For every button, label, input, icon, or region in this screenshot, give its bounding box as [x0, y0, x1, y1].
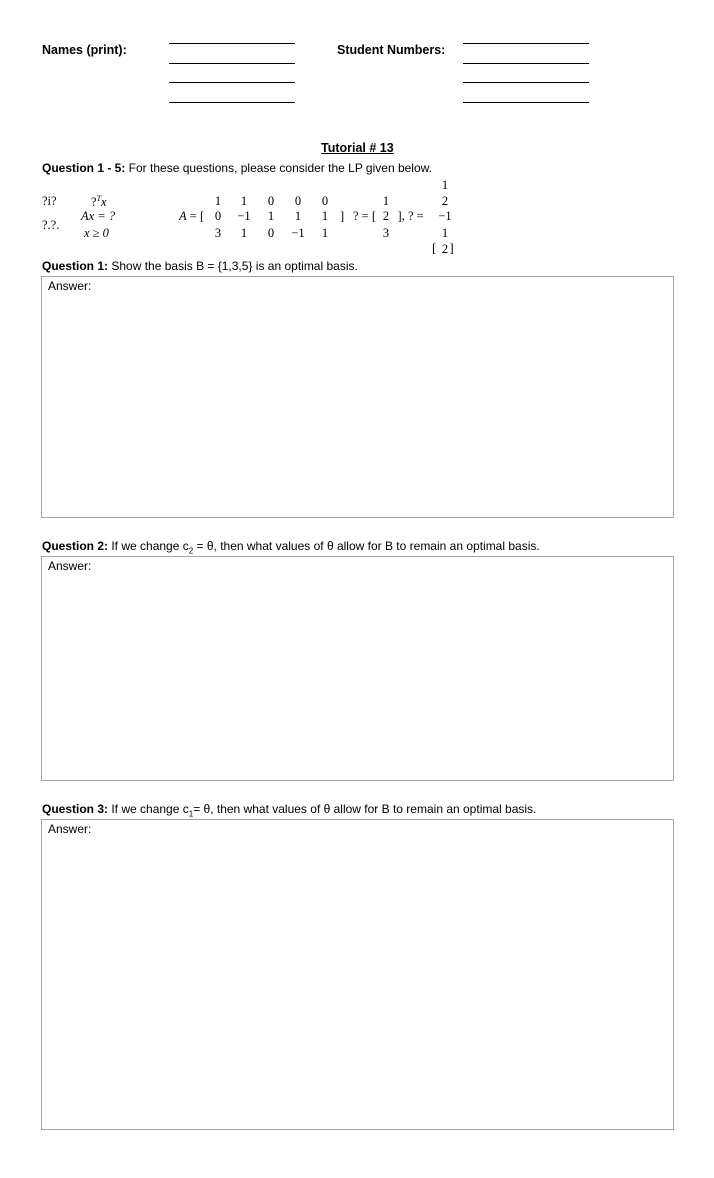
answer-label-2: Answer: [48, 559, 92, 573]
matrix-a-cell: −1 [237, 209, 251, 223]
question-2: Question 2: If we change $c_2 = \theta$, then what values of θ allow for B to remain an optimal basis. [42, 539, 540, 556]
vector-b-cell: 2 [382, 209, 390, 223]
name-line-1[interactable] [169, 43, 295, 44]
lp-constraint: Ax = ? [81, 209, 116, 223]
student-number-line-2[interactable] [463, 63, 589, 64]
matrix-a-cell: −1 [291, 226, 305, 240]
answer-label-1: Answer: [48, 279, 92, 293]
matrix-a-cell: 0 [267, 226, 275, 240]
lp-objective-prefix: ?i? [42, 194, 57, 208]
vector-b-label: ? = [ [353, 209, 377, 223]
matrix-a-label: A = [ [179, 209, 205, 223]
student-number-line-4[interactable] [463, 102, 589, 103]
name-line-4[interactable] [169, 102, 295, 103]
student-numbers-label: Student Numbers: [337, 43, 446, 57]
intro-body: For these questions, please consider the LP given below. [125, 161, 432, 175]
matrix-a-cell: 3 [214, 226, 222, 240]
matrix-a-cell: 1 [240, 194, 248, 208]
question-3-label: Question 3: [42, 802, 109, 816]
matrix-a-cell: 0 [214, 209, 222, 223]
question-1 [42, 259, 358, 273]
vector-c-bracket: [ ] [432, 240, 454, 255]
lp-nonneg: x ≥ 0 [84, 226, 109, 240]
matrix-a-cell: 1 [240, 226, 248, 240]
matrix-a-cell: 1 [321, 209, 329, 223]
vector-c-label: ? = [408, 209, 424, 223]
matrix-a-cell: 1 [214, 194, 222, 208]
vector-b-cell: 3 [382, 226, 390, 240]
question-3: Question 3: If we change $c_1= \theta$, then what values of θ allow for B to remain an optimal basis. [42, 802, 537, 819]
answer-box-3[interactable] [41, 819, 674, 1130]
intro-text [42, 161, 432, 175]
question-1-text: Show the basis B = {1,3,5} is an optimal basis. [108, 259, 358, 273]
vector-c-cell: −1 [438, 209, 452, 223]
answer-box-1[interactable] [41, 276, 674, 518]
lp-objective: ?$^T$x [91, 194, 107, 210]
name-line-2[interactable] [169, 63, 295, 64]
vector-c-cell: 1 [441, 178, 449, 192]
lp-st-label: ?.?. [42, 218, 60, 232]
matrix-a-cell: 1 [321, 226, 329, 240]
student-number-line-1[interactable] [463, 43, 589, 44]
matrix-a-cell: 0 [294, 194, 302, 208]
name-line-3[interactable] [169, 82, 295, 83]
vector-c-cell: 1 [441, 226, 449, 240]
student-number-line-3[interactable] [463, 82, 589, 83]
names-label: Names (print): [42, 43, 127, 57]
intro-label: Question 1 - 5: [42, 161, 126, 175]
vector-b-cell: 1 [382, 194, 390, 208]
vector-b-close: ], [397, 209, 405, 223]
page-title: Tutorial # 13 [321, 141, 394, 155]
answer-label-3: Answer: [48, 822, 92, 836]
vector-c-cell: 2 [441, 242, 449, 256]
matrix-a-cell: 0 [321, 194, 329, 208]
matrix-a-cell: 1 [294, 209, 302, 223]
matrix-a-cell: 0 [267, 194, 275, 208]
matrix-a-cell: 1 [267, 209, 275, 223]
answer-box-2[interactable] [41, 556, 674, 781]
vector-c-cell: 2 [441, 194, 449, 208]
matrix-a-close: ] [340, 209, 345, 223]
question-1-label: Question 1: [42, 259, 109, 273]
question-2-label: Question 2: [42, 539, 109, 553]
